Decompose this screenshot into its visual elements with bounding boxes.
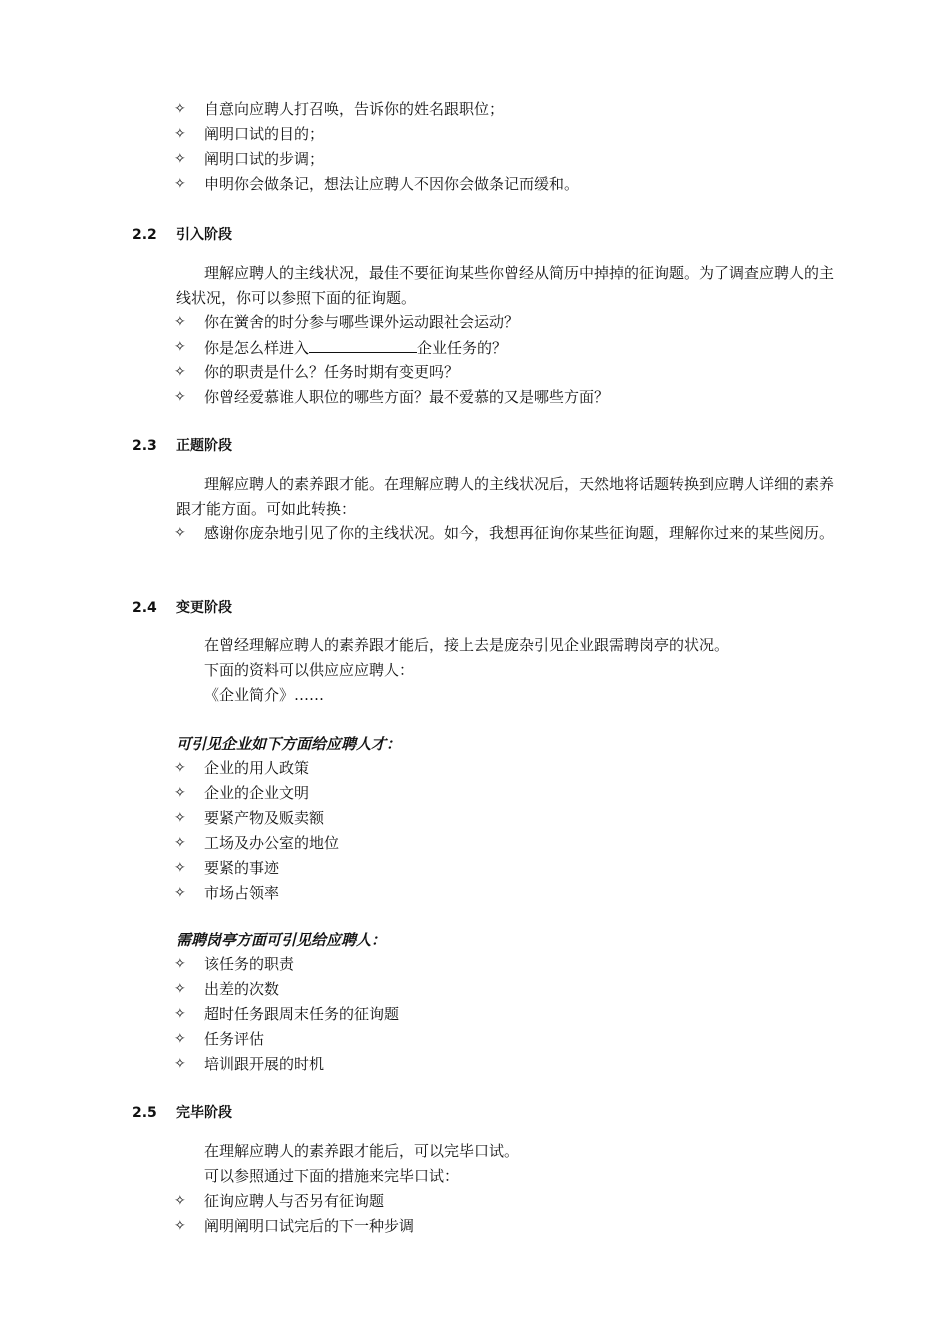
section-paragraph: 理解应聘人的素养跟才能。在理解应聘人的主线状况后，天然地将话题转换到应聘人详细的素养跟才能方面。可如此转换： bbox=[176, 475, 835, 518]
diamond-bullet-icon: ✧ bbox=[174, 151, 186, 167]
diamond-bullet-icon: ✧ bbox=[174, 810, 186, 826]
list-item: ✧ 该任务的职责 bbox=[0, 952, 950, 977]
subheading-position: 需聘岗亭方面可引见给应聘人： bbox=[176, 931, 387, 949]
list-item: ✧ 超时任务跟周末任务的征询题 bbox=[0, 1002, 950, 1027]
list-item: ✧ 你曾经爱慕谁人职位的哪些方面？最不爱慕的又是哪些方面？ bbox=[0, 385, 950, 410]
list-item: ✧ 市场占领率 bbox=[0, 881, 950, 906]
list-item: ✧ 要紧的事迹 bbox=[0, 856, 950, 881]
list-item: ✧ 企业的企业文明 bbox=[0, 781, 950, 806]
list-item: ✧ 你是怎么样进入 企业任务的？ bbox=[0, 335, 950, 360]
diamond-bullet-icon: ✧ bbox=[174, 860, 186, 876]
section-paragraph: 理解应聘人的主线状况，最佳不要征询某些你曾经从简历中掉掉的征询题。为了调查应聘人的主线状况，你可以参照下面的征询题。 bbox=[176, 264, 835, 307]
diamond-bullet-icon: ✧ bbox=[174, 1193, 186, 1209]
section-heading-2-4: 2.4 变更阶段 bbox=[132, 600, 232, 616]
section-line: 在理解应聘人的素养跟才能后，可以完毕口试。 bbox=[204, 1142, 520, 1160]
list-item: ✧ 出差的次数 bbox=[0, 977, 950, 1002]
diamond-bullet-icon: ✧ bbox=[174, 126, 186, 142]
list-item: ✧ 阐明口试的步调； bbox=[0, 147, 950, 172]
section-line: 在曾经理解应聘人的素养跟才能后，接上去是庞杂引见企业跟需聘岗亭的状况。 bbox=[204, 636, 730, 654]
diamond-bullet-icon: ✧ bbox=[174, 339, 186, 355]
diamond-bullet-icon: ✧ bbox=[174, 835, 186, 851]
diamond-bullet-icon: ✧ bbox=[174, 176, 186, 192]
section-heading-2-3: 2.3 正题阶段 bbox=[132, 438, 232, 454]
list-item: ✧ 感谢你庞杂地引见了你的主线状况。如今，我想再征询你某些征询题，理解你过来的某些阅历。 bbox=[0, 521, 950, 546]
list-item: ✧ 申明你会做条记，想法让应聘人不因你会做条记而缓和。 bbox=[0, 172, 950, 197]
diamond-bullet-icon: ✧ bbox=[174, 981, 186, 997]
diamond-bullet-icon: ✧ bbox=[174, 314, 186, 330]
diamond-bullet-icon: ✧ bbox=[174, 1056, 186, 1072]
diamond-bullet-icon: ✧ bbox=[174, 956, 186, 972]
diamond-bullet-icon: ✧ bbox=[174, 389, 186, 405]
diamond-bullet-icon: ✧ bbox=[174, 525, 186, 541]
diamond-bullet-icon: ✧ bbox=[174, 1218, 186, 1234]
intro-list bbox=[0, 97, 950, 197]
list-item: ✧ 征询应聘人与否另有征询题 bbox=[0, 1189, 950, 1214]
list-item: ✧ 自意向应聘人打召唤，告诉你的姓名跟职位； bbox=[0, 97, 950, 122]
diamond-bullet-icon: ✧ bbox=[174, 364, 186, 380]
fill-in-blank bbox=[309, 335, 417, 353]
position-info-list bbox=[0, 952, 950, 1077]
diamond-bullet-icon: ✧ bbox=[174, 885, 186, 901]
list-item: ✧ 阐明阐明口试完后的下一种步调 bbox=[0, 1214, 950, 1239]
section-line: 下面的资料可以供应应应聘人： bbox=[204, 661, 415, 679]
list-item: ✧ 工场及办公室的地位 bbox=[0, 831, 950, 856]
company-info-list bbox=[0, 756, 950, 906]
list-item: ✧ 阐明口试的目的； bbox=[0, 122, 950, 147]
section-line: 《企业简介》…… bbox=[204, 686, 325, 704]
intro-questions-list bbox=[0, 310, 950, 410]
diamond-bullet-icon: ✧ bbox=[174, 101, 186, 117]
section-heading-2-5: 2.5 完毕阶段 bbox=[132, 1105, 232, 1121]
transition-list bbox=[0, 521, 950, 546]
list-item: ✧ 企业的用人政策 bbox=[0, 756, 950, 781]
diamond-bullet-icon: ✧ bbox=[174, 1031, 186, 1047]
section-heading-2-2: 2.2 引入阶段 bbox=[132, 227, 232, 243]
list-item: ✧ 任务评估 bbox=[0, 1027, 950, 1052]
diamond-bullet-icon: ✧ bbox=[174, 760, 186, 776]
subheading-company: 可引见企业如下方面给应聘人才： bbox=[176, 735, 402, 753]
list-item: ✧ 你在黉舍的时分参与哪些课外运动跟社会运动？ bbox=[0, 310, 950, 335]
section-line: 可以参照通过下面的措施来完毕口试： bbox=[204, 1167, 460, 1185]
list-item: ✧ 你的职责是什么？任务时期有变更吗？ bbox=[0, 360, 950, 385]
list-item: ✧ 要紧产物及贩卖额 bbox=[0, 806, 950, 831]
list-item: ✧ 培训跟开展的时机 bbox=[0, 1052, 950, 1077]
closing-list bbox=[0, 1189, 950, 1239]
diamond-bullet-icon: ✧ bbox=[174, 1006, 186, 1022]
diamond-bullet-icon: ✧ bbox=[174, 785, 186, 801]
